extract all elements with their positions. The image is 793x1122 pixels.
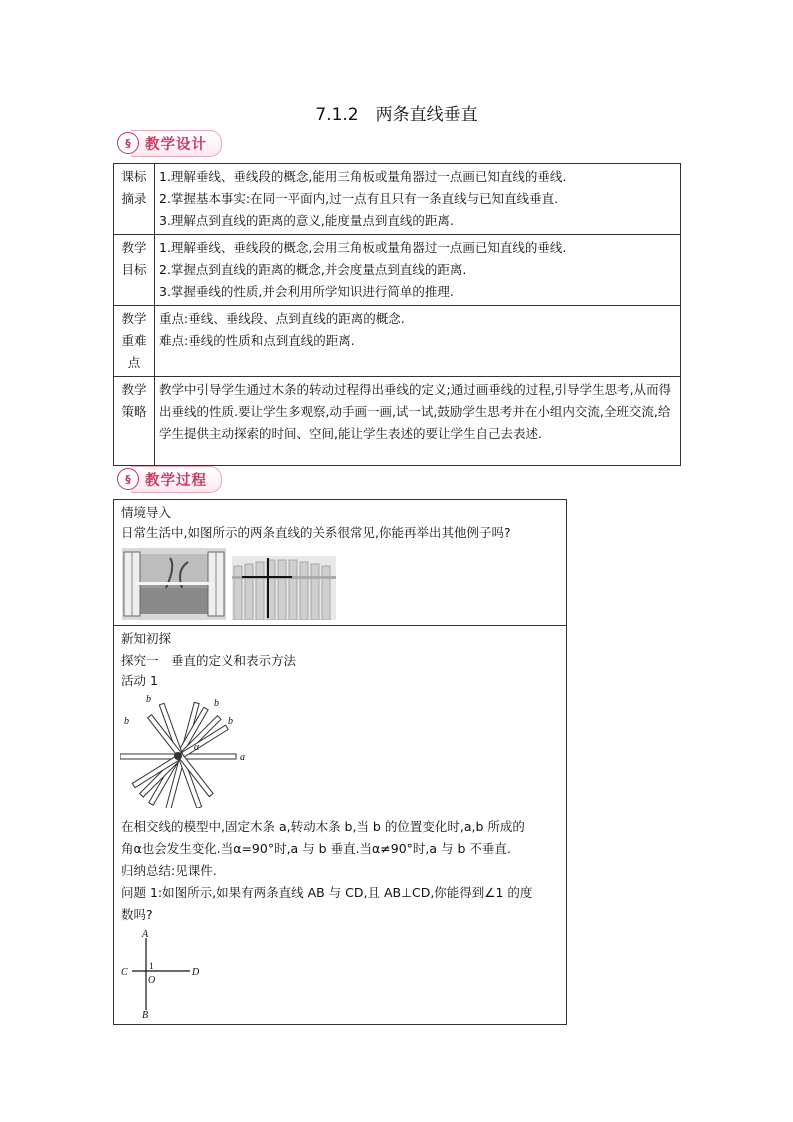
label-b: b — [124, 716, 129, 727]
label-A: A — [142, 929, 149, 940]
explore-title: 探究一 垂直的定义和表示方法 — [121, 653, 297, 668]
section-badge-process — [117, 466, 222, 492]
book-icon: § — [117, 468, 139, 490]
label-C: C — [121, 967, 128, 978]
window-image — [122, 548, 226, 620]
label-b: b — [228, 716, 233, 727]
label-O: O — [148, 975, 156, 986]
badge-label: 教学过程 — [145, 472, 207, 489]
new-heading: 新知初探 — [121, 631, 172, 646]
label-a: a — [240, 752, 245, 763]
activity-label: 活动 1 — [121, 673, 158, 688]
section-divider — [114, 625, 566, 626]
question-text: 问题 1:如图所示,如果有两条直线 AB 与 CD,且 AB⊥CD,你能得到∠1 的度 — [121, 885, 533, 900]
table-row: 教学 目标 1.理解垂线、垂线段的概念,会用三角板或量角器过一点画已知直线的垂线. 2.掌握点到直线的距离的概念,并会度量点到直线的距离. 3.掌握垂线的性质,并会利用所学知识进行简单的推理. — [114, 235, 681, 306]
table-row: 教学 重难 点 重点:垂线、垂线段、点到直线的距离的概念. 难点:垂线的性质和点到直线的距离. — [114, 306, 681, 377]
summary-text: 归纳总结:见课件. — [121, 863, 217, 878]
book-icon: § — [117, 132, 139, 154]
paragraph: 在相交线的模型中,固定木条 a,转动木条 b,当 b 的位置变化时,a,b 所成的 — [121, 819, 525, 834]
label-B: B — [142, 1010, 149, 1020]
perpendicular-figure — [118, 928, 218, 1020]
intro-text: 日常生活中,如图所示的两条直线的关系很常见,你能再举出其他例子吗? — [121, 525, 511, 540]
question-text: 数吗? — [121, 907, 153, 922]
process-box — [113, 499, 567, 1025]
table-row: 教学 策略 教学中引导学生通过木条的转动过程得出垂线的定义;通过画垂线的过程,引导学生思考,从而得出垂线的性质.要让学生多观察,动手画一画,试一试,鼓励学生思考并在小组内交流,全班交流,给学生提供主动探索的时间、空间,能让学生表述的要让学生自己去表述. — [114, 377, 681, 466]
label-angle-1: 1 — [149, 961, 154, 971]
label-b: b — [146, 694, 151, 705]
badge-label: 教学设计 — [145, 136, 207, 153]
table-row: 课标 摘录 1.理解垂线、垂线段的概念,能用三角板或量角器过一点画已知直线的垂线. 2.掌握基本事实:在同一平面内,过一点有且只有一条直线与已知直线垂直. 3.理解点到直线的距离的意义,能度量点到直线的距离. — [114, 164, 681, 235]
sticks-figure — [120, 692, 250, 808]
label-b: b — [214, 698, 219, 709]
fence-image — [232, 556, 336, 620]
label-alpha: α — [194, 742, 200, 753]
section-badge-design — [117, 130, 222, 156]
page-title: 7.1.2 两条直线垂直 — [315, 105, 478, 125]
intro-heading: 情境导入 — [121, 505, 172, 520]
design-table — [113, 163, 681, 466]
label-D: D — [192, 967, 200, 978]
paragraph: 角α也会发生变化.当α=90°时,a 与 b 垂直.当α≠90°时,a 与 b 不垂直. — [121, 841, 511, 856]
